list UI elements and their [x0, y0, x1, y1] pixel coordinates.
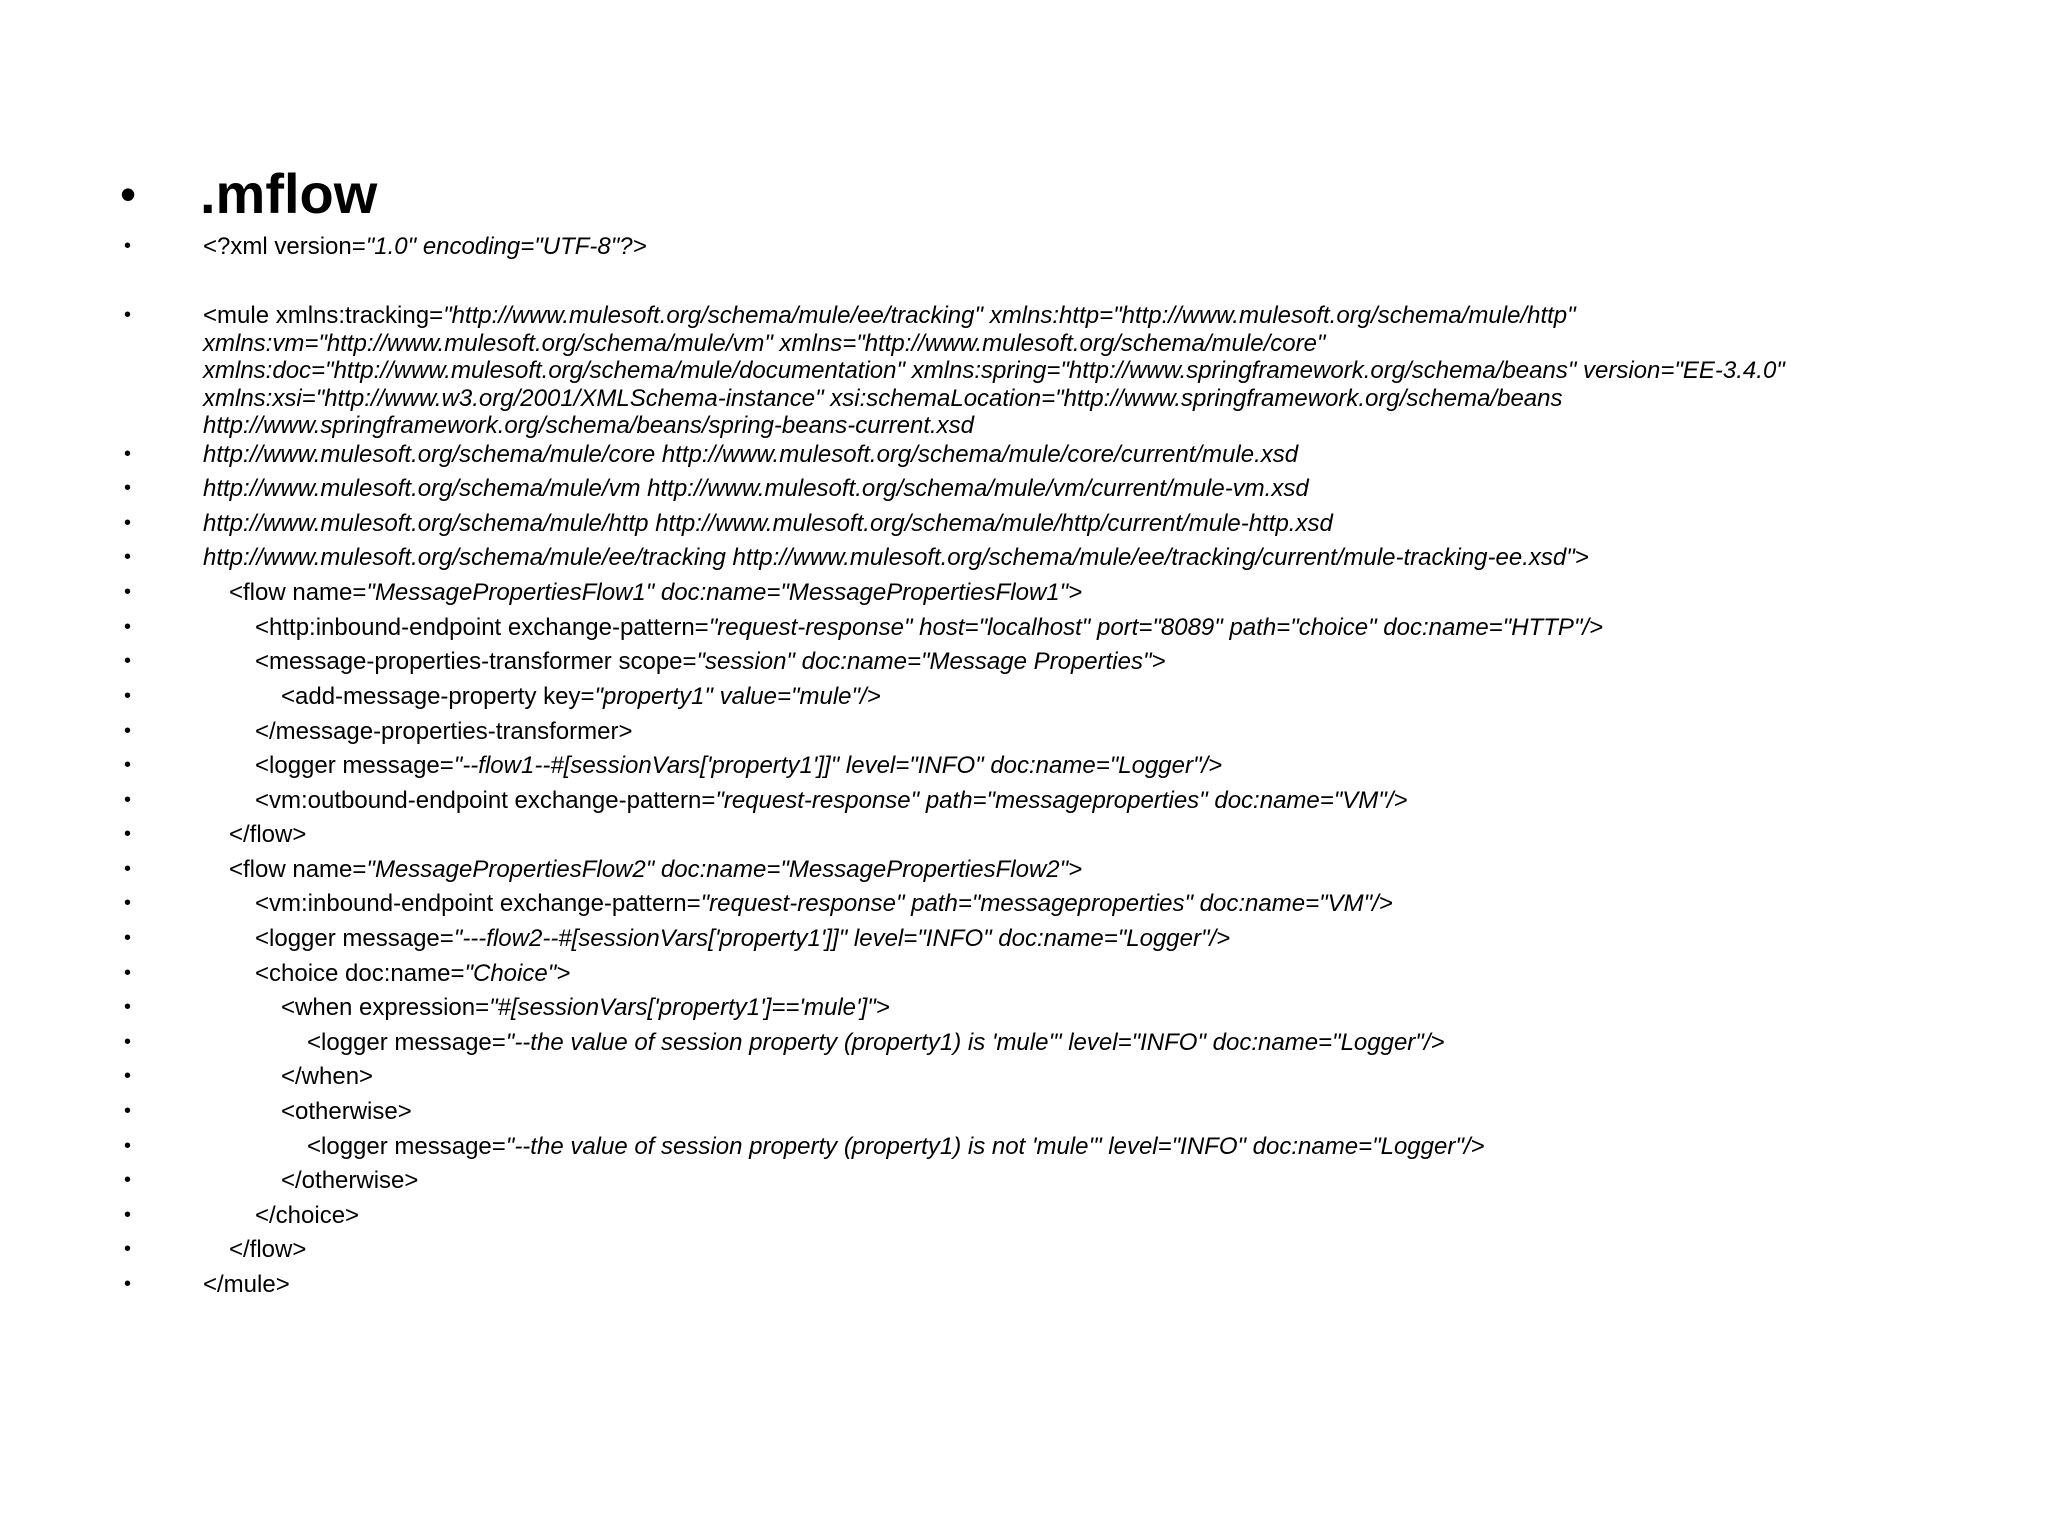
- code-line-text: [281, 683, 2021, 711]
- code-line-text: [255, 960, 1995, 988]
- code-line-text: [255, 614, 1995, 642]
- code-line-text: [255, 925, 1995, 953]
- code-line-text: [255, 648, 1995, 676]
- code-line-text: [281, 1098, 2021, 1126]
- code-line-text: [203, 302, 1943, 440]
- tag-text: <http:inbound-endpoint exchange-pattern=: [255, 614, 709, 641]
- bullet-dot: •: [124, 1204, 132, 1226]
- attribute-value: "request-response" path="messageproperties" doc:name="VM"/>: [700, 890, 1393, 917]
- title-bullet: •: [120, 168, 137, 220]
- tag-text: <choice doc:name=: [255, 960, 465, 987]
- tag-text: </message-properties-transformer>: [255, 718, 633, 745]
- attribute-value: "#[sessionVars['property1']=='mule']">: [489, 994, 890, 1021]
- code-line-text: [203, 475, 1943, 503]
- code-line-text: [229, 821, 1969, 849]
- tag-text: </when>: [281, 1063, 374, 1090]
- tag-text: </flow>: [229, 821, 307, 848]
- code-line-text: [281, 1063, 2021, 1091]
- code-line-text: [255, 890, 1995, 918]
- code-line-text: [229, 856, 1969, 884]
- tag-text: </otherwise>: [281, 1167, 419, 1194]
- attribute-value: http://www.mulesoft.org/schema/mule/vm http://www.mulesoft.org/schema/mule/vm/current/mule-vm.xsd: [203, 475, 1309, 502]
- bullet-dot: •: [124, 685, 132, 707]
- tag-text: <logger message=: [255, 925, 454, 952]
- bullet-dot: •: [124, 823, 132, 845]
- code-line-text: [255, 1202, 1995, 1230]
- attribute-value: "session" doc:name="Message Properties">: [696, 648, 1166, 675]
- attribute-value: "--flow1--#[sessionVars['property1']]" level="INFO" doc:name="Logger"/>: [453, 752, 1223, 779]
- attribute-value: "MessagePropertiesFlow2" doc:name="MessagePropertiesFlow2">: [366, 856, 1083, 883]
- bullet-dot: •: [124, 650, 132, 672]
- bullet-dot: •: [124, 1169, 132, 1191]
- bullet-dot: •: [124, 962, 132, 984]
- bullet-dot: •: [124, 858, 132, 880]
- code-line-text: [203, 441, 1943, 469]
- slide-title: .mflow: [200, 162, 378, 225]
- bullet-dot: •: [124, 616, 132, 638]
- attribute-value: http://www.mulesoft.org/schema/mule/http http://www.mulesoft.org/schema/mule/http/current/mule-http.xsd: [203, 510, 1333, 537]
- tag-text: <vm:inbound-endpoint exchange-pattern=: [255, 890, 701, 917]
- attribute-value: http://www.mulesoft.org/schema/mule/core http://www.mulesoft.org/schema/mule/core/current/mule.xsd: [203, 441, 1299, 468]
- tag-text: <logger message=: [307, 1029, 506, 1056]
- bullet-dot: •: [124, 512, 132, 534]
- bullet-dot: •: [124, 1065, 132, 1087]
- tag-text: </mule>: [203, 1271, 290, 1298]
- bullet-dot: •: [124, 789, 132, 811]
- code-line-text: [255, 718, 1995, 746]
- bullet-dot: •: [124, 754, 132, 776]
- attribute-value: "property1" value="mule"/>: [594, 683, 881, 710]
- attribute-value: http://www.mulesoft.org/schema/mule/ee/tracking http://www.mulesoft.org/schema/mule/ee/tracking/current/mule-tracking-ee.xsd">: [203, 544, 1589, 571]
- bullet-dot: •: [124, 927, 132, 949]
- attribute-value: "request-response" host="localhost" port="8089" path="choice" doc:name="HTTP"/>: [708, 614, 1604, 641]
- attribute-value: "--the value of session property (property1) is not 'mule'" level="INFO" doc:name="Logger"/>: [505, 1133, 1485, 1160]
- tag-text: <?xml version=: [203, 233, 366, 260]
- attribute-value: "---flow2--#[sessionVars['property1']]" level="INFO" doc:name="Logger"/>: [453, 925, 1231, 952]
- tag-text: <when expression=: [281, 994, 490, 1021]
- bullet-dot: •: [124, 235, 132, 257]
- bullet-dot: •: [124, 720, 132, 742]
- tag-text: <flow name=: [229, 579, 367, 606]
- bullet-dot: •: [124, 996, 132, 1018]
- attribute-value: "request-response" path="messageproperties" doc:name="VM"/>: [715, 787, 1408, 814]
- code-line-text: [203, 544, 1943, 572]
- tag-text: <flow name=: [229, 856, 367, 883]
- code-line-text: [203, 233, 1943, 261]
- attribute-value: "MessagePropertiesFlow1" doc:name="MessagePropertiesFlow1">: [366, 579, 1083, 606]
- attribute-value: "http://www.mulesoft.org/schema/mule/ee/tracking" xmlns:http="http://www.mulesoft.org/schema/mule/http" xmlns:vm="http://www.mulesoft.org/schema/mule/vm" xmlns="http://www.mulesoft.org/schema/mule/core" xmlns:doc="http://www.mulesoft.org/schema/mule/documentation" xmlns:spring="http://www.springframework.org/schema/beans" version="EE-3.4.0" xmlns:xsi="http://www.w3.org/2001/XMLSchema-instance" xsi:schemaLocation="http://www.springframework.org/schema/beans http://www.springframework.org/schema/beans/spring-beans-current.xsd: [203, 302, 1792, 440]
- code-line-text: [281, 1167, 2021, 1195]
- tag-text: <message-properties-transformer scope=: [255, 648, 697, 675]
- code-line-text: [281, 994, 2021, 1022]
- bullet-dot: •: [124, 1238, 132, 1260]
- bullet-dot: •: [124, 892, 132, 914]
- bullet-dot: •: [124, 443, 132, 465]
- code-line-text: [203, 1271, 1943, 1299]
- code-line-text: [307, 1029, 2047, 1057]
- code-line-text: [255, 787, 1995, 815]
- tag-text: </flow>: [229, 1236, 307, 1263]
- code-line-text: [203, 510, 1943, 538]
- code-line-text: [255, 752, 1995, 780]
- bullet-dot: •: [124, 477, 132, 499]
- tag-text: <otherwise>: [281, 1098, 412, 1125]
- tag-text: <mule xmlns:tracking=: [203, 302, 444, 329]
- bullet-dot: •: [124, 1273, 132, 1295]
- code-line-text: [229, 579, 1969, 607]
- bullet-dot: •: [124, 581, 132, 603]
- tag-text: </choice>: [255, 1202, 360, 1229]
- code-line-text: [229, 1236, 1969, 1264]
- bullet-dot: •: [124, 304, 132, 326]
- tag-text: <logger message=: [307, 1133, 506, 1160]
- bullet-dot: •: [124, 546, 132, 568]
- bullet-dot: •: [124, 1031, 132, 1053]
- bullet-dot: •: [124, 1100, 132, 1122]
- attribute-value: "Choice">: [464, 960, 571, 987]
- tag-text: <add-message-property key=: [281, 683, 595, 710]
- tag-text: <vm:outbound-endpoint exchange-pattern=: [255, 787, 716, 814]
- attribute-value: "--the value of session property (property1) is 'mule'" level="INFO" doc:name="Logger"/>: [505, 1029, 1445, 1056]
- bullet-dot: •: [124, 1135, 132, 1157]
- code-line-text: [307, 1133, 2047, 1161]
- tag-text: <logger message=: [255, 752, 454, 779]
- attribute-value: "1.0" encoding="UTF-8"?>: [365, 233, 647, 260]
